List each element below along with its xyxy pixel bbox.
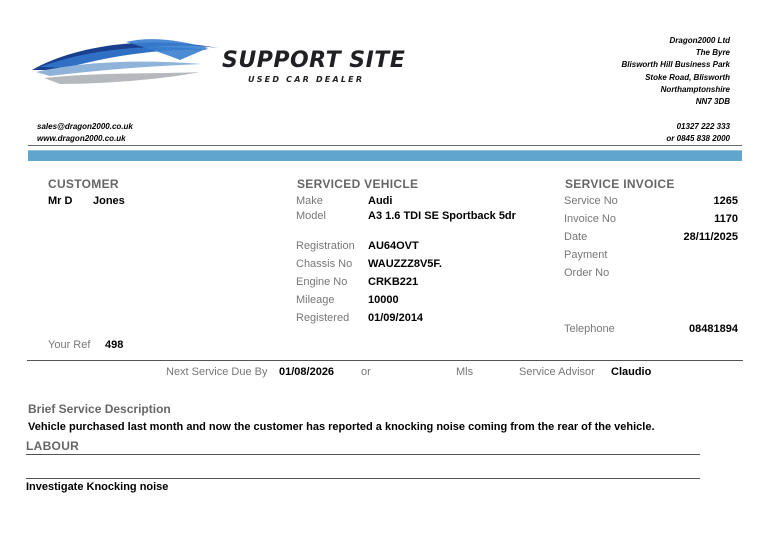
address-line: Northamptonshire: [660, 84, 730, 94]
address-line: Blisworth Hill Business Park: [621, 60, 730, 70]
address-line: The Byre: [695, 48, 730, 58]
brand-title: SUPPORT SITE: [222, 48, 406, 73]
make-value: Audi: [368, 195, 393, 207]
labour-item: Investigate Knocking noise: [26, 481, 169, 493]
description-text: Vehicle purchased last month and now the customer has reported a knocking noise coming from the rear of the vehicle.: [28, 421, 655, 433]
service-no-label: Service No: [564, 195, 618, 207]
service-advisor-label: Service Advisor: [519, 366, 595, 378]
mls-label: Mls: [456, 366, 474, 378]
invoice-no-label: Invoice No: [564, 213, 616, 225]
date-value: 28/11/2025: [683, 231, 738, 243]
car-swoosh-icon: [30, 34, 230, 90]
mileage-value: 10000: [368, 294, 399, 306]
labour-divider-top: [26, 454, 700, 455]
next-service-date: 01/08/2026: [279, 366, 335, 378]
address-line: NN7 3DB: [695, 97, 730, 107]
contact-phone: [666, 121, 730, 145]
section-divider: [27, 360, 743, 361]
phone-secondary: or 0845 838 2000: [666, 134, 730, 143]
labour-heading: LABOUR: [26, 439, 80, 453]
model-label: Model: [296, 210, 326, 222]
model-value: A3 1.6 TDI SE Sportback 5dr: [368, 210, 516, 222]
header-divider: [28, 145, 742, 146]
date-label: Date: [564, 231, 588, 243]
contact-web: [37, 121, 133, 145]
address-line: Dragon2000 Ltd: [669, 36, 730, 45]
header-bar: [28, 150, 742, 161]
telephone-label: Telephone: [564, 323, 615, 335]
email-link[interactable]: sales@dragon2000.co.uk: [37, 122, 133, 131]
chassis-label: Chassis No: [296, 258, 353, 270]
service-advisor-value: Claudio: [611, 366, 652, 378]
telephone-value: 08481894: [689, 323, 738, 335]
registered-value: 01/09/2014: [368, 312, 424, 324]
registration-value: AU64OVT: [368, 240, 419, 252]
customer-title: Mr D: [48, 195, 73, 207]
phone-primary: 01327 222 333: [676, 122, 730, 131]
invoice-no-value: 1170: [714, 213, 738, 225]
your-ref-label: Your Ref: [48, 339, 91, 351]
service-no-value: 1265: [713, 195, 738, 207]
payment-label: Payment: [564, 249, 608, 261]
customer-heading: CUSTOMER: [48, 177, 119, 191]
logo: [30, 34, 406, 90]
labour-divider-bottom: [26, 478, 700, 479]
customer-surname: Jones: [93, 195, 125, 207]
engine-label: Engine No: [296, 276, 348, 288]
next-service-label: Next Service Due By: [166, 366, 268, 378]
description-heading: Brief Service Description: [28, 402, 171, 416]
or-label: or: [361, 366, 371, 378]
website-link[interactable]: www.dragon2000.co.uk: [37, 134, 126, 143]
company-address: [622, 35, 730, 108]
engine-value: CRKB221: [368, 276, 419, 288]
invoice-heading: SERVICE INVOICE: [565, 177, 675, 191]
chassis-value: WAUZZZ8V5F.: [368, 258, 442, 270]
registered-label: Registered: [296, 312, 350, 324]
mileage-label: Mileage: [296, 294, 335, 306]
vehicle-heading: SERVICED VEHICLE: [297, 177, 419, 191]
registration-label: Registration: [296, 240, 355, 252]
address-line: Stoke Road, Blisworth: [645, 72, 730, 82]
make-label: Make: [296, 195, 323, 207]
brand-subtitle: USED CAR DEALER: [248, 75, 365, 84]
your-ref-value: 498: [105, 339, 124, 351]
order-no-label: Order No: [564, 267, 610, 279]
